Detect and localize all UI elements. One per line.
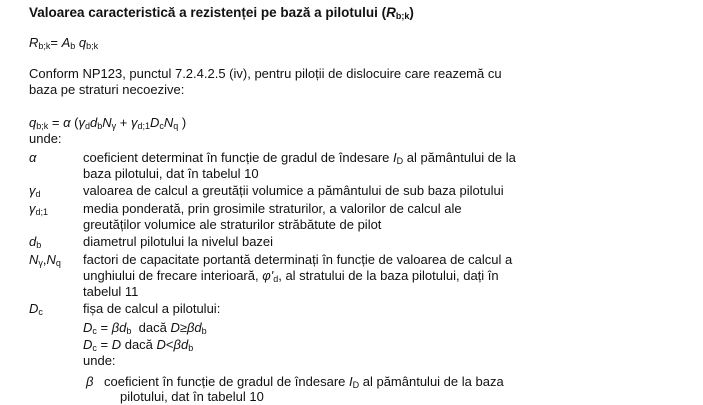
intro-line-2: baza pe straturi necoezive: [29,82,185,97]
term-alpha: α [29,150,37,165]
def-beta-line-2: pilotului, dat în tabelul 10 [120,389,264,404]
def-db: diametrul pilotului la nivelul bazei [83,234,274,249]
term-beta: β [86,374,94,389]
section-heading: Valoarea caracteristică a rezistenței pe bază a pilotului $(R_{b;k})$ [29,5,414,21]
term-gamma-d1: $\gamma_{d;1}$ [29,201,49,217]
term-db: $d_b$ [29,234,42,250]
def-n-line-1: factori de capacitate portantă determinați în funcție de valoarea de calcul a [83,252,513,267]
equation-qbk: $q_{b;k} = \alpha$ ($\gamma_dd_bN_\gamma + \gamma_{d;1}D_cN_q$ ) [29,115,187,131]
term-n-factors: $N_\gamma,N_q$ [29,252,61,268]
def-n-line-2: unghiului de frecare interioară, $\varphi'_d$, al stratului de la baza pilotului, dați în [83,268,499,284]
def-gamma-d1-line-1: media ponderată, prin grosimile straturilor, a valorilor de calcul ale [83,201,462,216]
def-gamma-d1-line-2: greutăților volumice ale straturilor străbătute de pilot [83,217,382,232]
def-alpha-line-1: coeficient determinat în funcție de gradul de îndesare $I_D$ al pământului de la [83,150,516,166]
dc-case-1: $D_c = \beta d_b$ dacă $D\ge\beta d_b$ [83,320,207,336]
dc-case-2: $D_c = D$ dacă $D<\beta d_b$ [83,337,194,353]
term-gamma-d: $\gamma_d$ [29,183,41,199]
def-n-line-3: tabelul 11 [83,284,139,299]
def-beta-line-1: coeficient în funcție de gradul de îndesare $I_D$ al pământului de la baza [104,374,504,390]
equation-rbk: $R_{b;k}= A_b$ $q_{b;k}$ [29,35,99,51]
def-gamma-d: valoarea de calcul a greutății volumice a pământului de sub baza pilotului [83,183,504,198]
unde-label-2: unde: [83,353,116,368]
unde-label: unde: [29,131,62,146]
def-alpha-line-2: baza pilotului, dat în tabelul 10 [83,166,259,181]
def-dc: fișa de calcul a pilotului: [83,301,221,316]
term-dc: $D_c$ [29,301,43,317]
intro-line-1: Conform NP123, punctul 7.2.4.2.5 (iv), pentru piloții de dislocuire care reazemă cu [29,66,502,81]
